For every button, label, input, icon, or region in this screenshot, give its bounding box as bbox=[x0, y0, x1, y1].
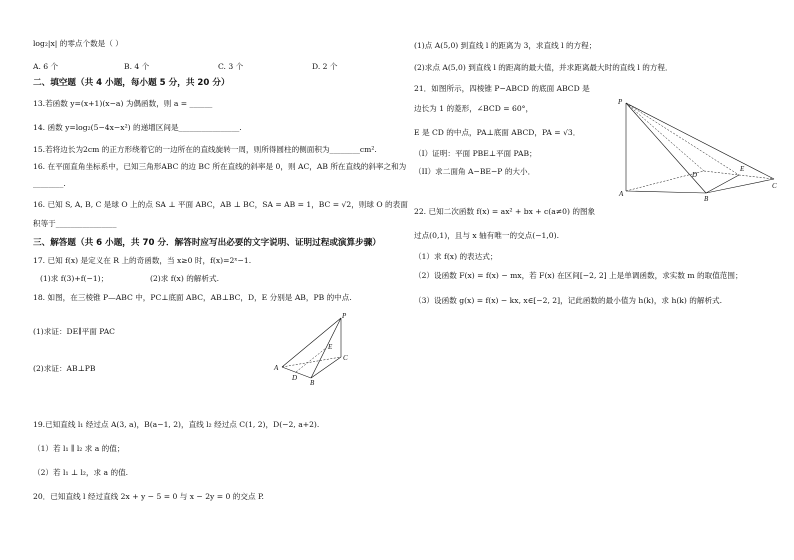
question-22: 22. 已知二次函数 f(x) = ax² + bx + c(a≠0) 的图象 bbox=[414, 207, 596, 216]
question-19-part-2: （2）若 l₁ ⊥ l₂，求 a 的值. bbox=[33, 468, 129, 477]
fig18-label-c: C bbox=[343, 354, 348, 362]
question-20: 20．已知直线 l 经过直线 2x + y − 5 = 0 与 x − 2y = 0 的交点 P. bbox=[33, 492, 264, 501]
q12-option-c: C. 3 个 bbox=[218, 62, 244, 71]
section-2-heading: 二、填空题（共 4 小题，每小题 5 分，共 20 分） bbox=[33, 78, 230, 88]
question-17-part-1: (1)求 f(3)+f(−1)； bbox=[40, 274, 109, 283]
question-19: 19.已知直线 l₁ 经过点 A(3, a)，B(a−1, 2)，直线 l₂ 经过点 C(1, 2)，D(−2, a+2). bbox=[33, 420, 320, 429]
question-20-part-1: (1)点 A(5,0) 到直线 l 的距离为 3，求直线 l 的方程； bbox=[414, 41, 597, 50]
question-16-sphere-blank: 积等于________________ bbox=[33, 219, 117, 228]
fig21-label-b: B bbox=[704, 195, 709, 203]
question-21-pyramid-figure bbox=[618, 95, 778, 203]
fig18-label-b: B bbox=[310, 379, 315, 387]
q12-option-b: B. 4 个 bbox=[124, 62, 150, 71]
fig21-label-d: D bbox=[692, 171, 698, 179]
question-17: 17. 已知 f(x) 是定义在 R 上的奇函数，当 x≥0 时，f(x)=2ˣ−1. bbox=[33, 256, 252, 265]
fig18-label-a: A bbox=[274, 364, 279, 372]
question-14: 14. 函数 y=log₂(5−4x−x²) 的递增区间是________________. bbox=[33, 123, 242, 132]
question-17-part-2: (2)求 f(x) 的解析式. bbox=[150, 274, 219, 283]
question-22-part-1: （1）求 f(x) 的表达式； bbox=[414, 252, 498, 261]
question-18-tetrahedron-figure bbox=[270, 310, 360, 385]
question-13: 13.若函数 y=(x+1)(x−a) 为偶函数，则 a = ______ bbox=[33, 99, 213, 108]
question-21-line-3: E 是 CD 的中点，PA⊥底面 ABCD，PA = √3． bbox=[414, 128, 581, 137]
question-16: 16. 在平面直角坐标系中，已知三角形ABC 的边 BC 所在直线的斜率是 0，则 AC，AB 所在直线的斜率之和为 bbox=[33, 162, 407, 171]
question-22-line-2: 过点(0,1)，且与 x 轴有唯一的交点(−1,0). bbox=[414, 231, 560, 240]
q12-option-d: D. 2 个 bbox=[312, 62, 338, 71]
question-16-sphere: 16. 已知 S, A, B, C 是球 O 上的点 SA ⊥ 平面 ABC，AB ⊥ BC，SA = AB = 1，BC = √2，则球 O 的表面 bbox=[33, 200, 408, 209]
fig21-label-c: C bbox=[772, 182, 777, 190]
fig21-label-p: P bbox=[618, 98, 623, 106]
fig18-label-e: E bbox=[328, 343, 333, 351]
question-21-part-1: （I）证明：平面 PBE⊥平面 PAB； bbox=[414, 149, 537, 158]
question-21: 21．如图所示，四棱锥 P−ABCD 的底面 ABCD 是 bbox=[414, 84, 590, 93]
question-18-part-1: (1)求证：DE∥平面 PAC bbox=[33, 327, 115, 336]
section-3-heading: 三、解答题（共 6 小题，共 70 分．解答时应写出必要的文字说明、证明过程或演算步骤） bbox=[33, 238, 381, 248]
question-18-part-2: (2)求证：AB⊥PB bbox=[33, 364, 96, 373]
question-20-part-2: (2)求点 A(5,0) 到直线 l 的距离的最大值，并求距离最大时的直线 l 的方程． bbox=[414, 63, 673, 72]
question-16-blank: ________. bbox=[33, 179, 66, 188]
question-21-line-2: 边长为 1 的菱形，∠BCD = 60°， bbox=[414, 104, 534, 113]
question-22-part-2: （2）设函数 F(x) = f(x) − mx，若 F(x) 在区间[−2, 2] 上是单调函数，求实数 m 的取值范围； bbox=[414, 271, 743, 280]
fig21-label-a: A bbox=[619, 190, 624, 198]
fig18-label-d: D bbox=[292, 374, 298, 382]
fig18-label-p: P bbox=[342, 312, 347, 320]
question-15: 15.若将边长为2cm 的正方形绕着它的一边所在的直线旋转一周，则所得圆柱的侧面积为________cm². bbox=[33, 145, 377, 154]
question-19-part-1: （1）若 l₁ ∥ l₂ 求 a 的值； bbox=[33, 444, 125, 453]
question-18: 18. 如图，在三棱锥 P—ABC 中，PC⊥底面 ABC，AB⊥BC，D，E 分别是 AB，PB 的中点. bbox=[33, 293, 352, 302]
question-22-part-3: （3）设函数 g(x) = f(x) − kx, x∈[−2, 2]，记此函数的最小值为 h(k)，求 h(k) 的解析式. bbox=[414, 296, 723, 305]
fig21-label-e: E bbox=[740, 165, 745, 173]
q12-option-a: A. 6 个 bbox=[33, 62, 59, 71]
q12-tail: log₂|x| 的零点个数是（ ） bbox=[33, 39, 123, 48]
question-21-part-2: （II）求二面角 A−BE−P 的大小． bbox=[414, 167, 536, 176]
